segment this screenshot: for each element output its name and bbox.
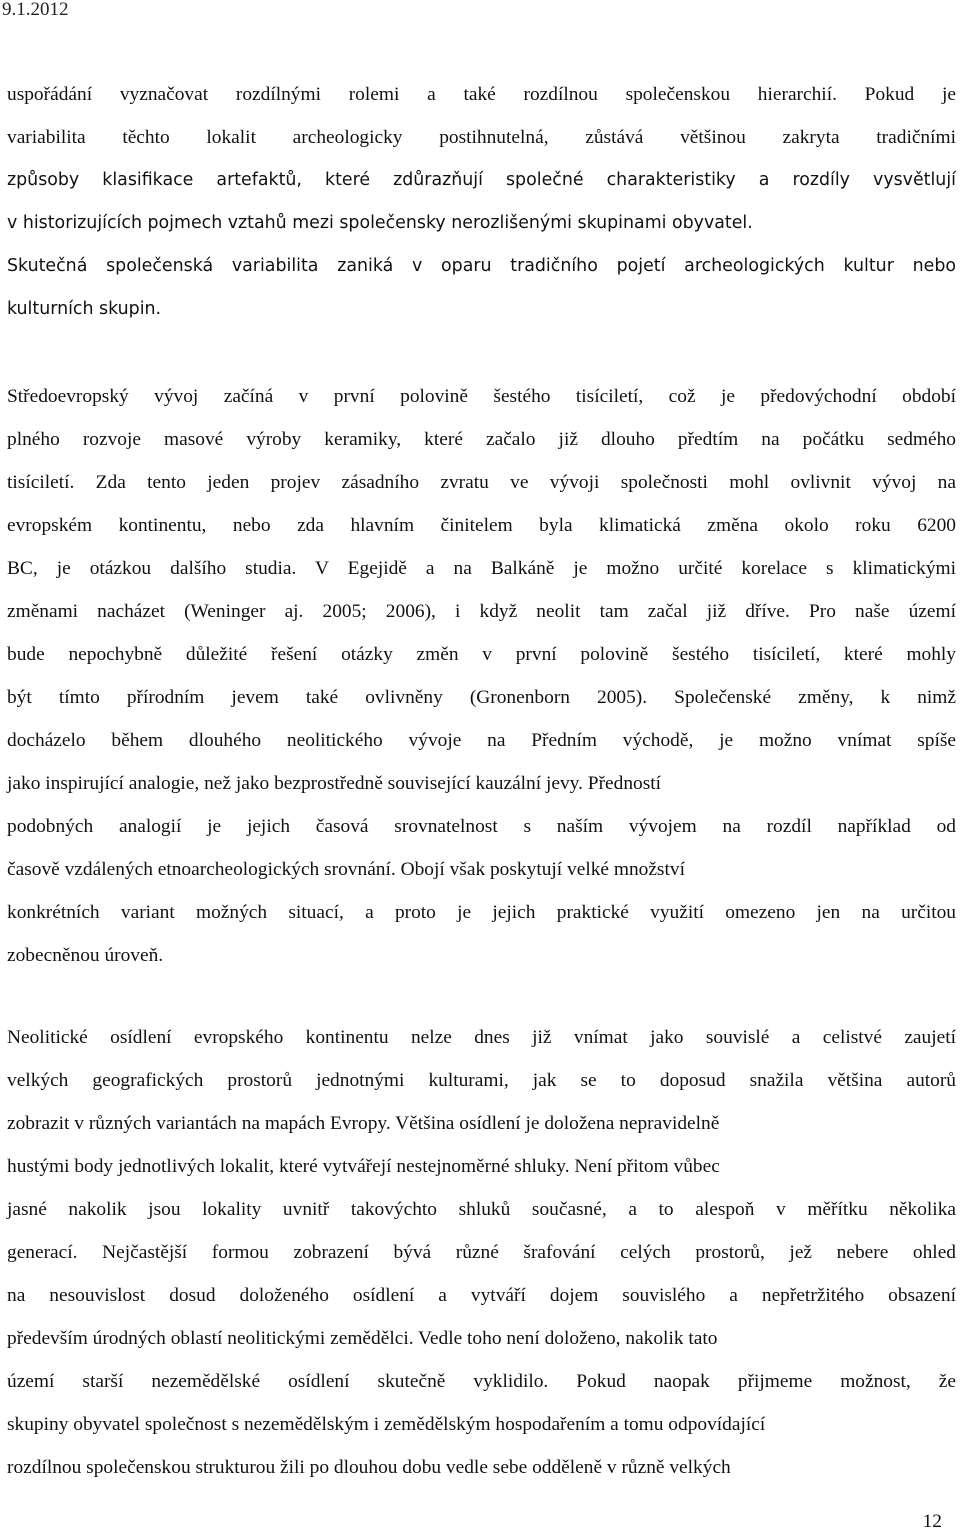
text-line: především úrodných oblastí neolitickými zemědělci. Vedle toho není doloženo, nakolik tato xyxy=(7,1328,718,1349)
page-number: 12 xyxy=(922,1511,942,1532)
paragraph-1 xyxy=(7,73,956,331)
text-line: na nesouvislost dosud doloženého osídlení a vytváří dojem souvislého a nepřetržitého obsazení xyxy=(7,1285,956,1306)
text-line: jako inspirující analogie, než jako bezprostředně související kauzální jevy. Předností xyxy=(7,773,662,794)
text-line: zobrazit v různých variantách na mapách Evropy. Většina osídlení je doložena nepravidelně xyxy=(7,1113,720,1134)
text-line: konkrétních variant možných situací, a proto je jejich praktické využití omezeno jen na určitou xyxy=(7,902,956,923)
text-line: kulturních skupin. xyxy=(7,299,162,319)
text-line: být tímto přírodním jevem také ovlivněny (Gronenborn 2005). Společenské změny, k nimž xyxy=(7,687,956,708)
text-line: zobecněnou úroveň. xyxy=(7,945,164,966)
text-line: způsoby klasifikace artefaktů, které zdůrazňují společné charakteristiky a rozdíly vysvětlují xyxy=(7,170,956,190)
text-line: plného rozvoje masové výroby keramiky, které začalo již dlouho předtím na počátku sedmého xyxy=(7,429,956,450)
text-line: změnami nacházet (Weninger aj. 2005; 2006), i když neolit tam začal již dříve. Pro naše území xyxy=(7,601,956,622)
text-line: uspořádání vyznačovat rozdílnými rolemi a také rozdílnou společenskou hierarchií. Pokud je xyxy=(7,84,956,105)
text-line: rozdílnou společenskou strukturou žili po dlouhou dobu vedle sebe odděleně v různě velkých xyxy=(7,1457,731,1478)
text-line: evropském kontinentu, nebo zda hlavním činitelem byla klimatická změna okolo roku 6200 xyxy=(7,515,956,536)
text-line: území starší nezemědělské osídlení skutečně vyklidilo. Pokud naopak přijmeme možnost, že xyxy=(7,1371,956,1392)
text-line: Skutečná společenská variabilita zaniká v oparu tradičního pojetí archeologických kultur nebo xyxy=(7,256,956,276)
text-line: skupiny obyvatel společnost s nezemědělským i zemědělským hospodařením a tomu odpovídající xyxy=(7,1414,766,1435)
text-line: jasné nakolik jsou lokality uvnitř takovýchto shluků současné, a to alespoň v měřítku několika xyxy=(7,1199,956,1220)
text-line: bude nepochybně důležité řešení otázky změn v první polovině šestého tisíciletí, které mohly xyxy=(7,644,956,665)
text-line: tisíciletí. Zda tento jeden projev zásadního zvratu ve vývoji společnosti mohl ovlivnit vývoj na xyxy=(7,472,956,493)
text-line: docházelo během dlouhého neolitického vývoje na Předním východě, je možno vnímat spíše xyxy=(7,730,956,751)
text-line: podobných analogií je jejich časová srovnatelnost s naším vývojem na rozdíl například od xyxy=(7,816,956,837)
paragraph-2 xyxy=(7,375,956,977)
text-line: Středoevropský vývoj začíná v první polovině šestého tisíciletí, což je předovýchodní období xyxy=(7,386,956,407)
paragraph-3 xyxy=(7,1016,956,1489)
text-line: v historizujících pojmech vztahů mezi společensky nerozlišenými skupinami obyvatel. xyxy=(7,213,753,233)
text-line: Neolitické osídlení evropského kontinentu nelze dnes již vnímat jako souvislé a celistvé zaujetí xyxy=(7,1027,956,1048)
text-line: BC, je otázkou dalšího studia. V Egejidě a na Balkáně je možno určité korelace s klimatickými xyxy=(7,558,956,579)
text-line: generací. Nejčastější formou zobrazení bývá různé šrafování celých prostorů, jež nebere ohled xyxy=(7,1242,956,1263)
text-line: časově vzdálených etnoarcheologických srovnání. Obojí však poskytují velké množství xyxy=(7,859,685,880)
header-date: 9.1.2012 xyxy=(2,0,69,20)
text-line: velkých geografických prostorů jednotnými kulturami, jak se to doposud snažila většina autorů xyxy=(7,1070,956,1091)
text-line: variabilita těchto lokalit archeologicky postihnutelná, zůstává většinou zakryta tradičními xyxy=(7,127,956,148)
text-line: hustými body jednotlivých lokalit, které vytvářejí nestejnoměrné shluky. Není přitom vůbec xyxy=(7,1156,720,1177)
